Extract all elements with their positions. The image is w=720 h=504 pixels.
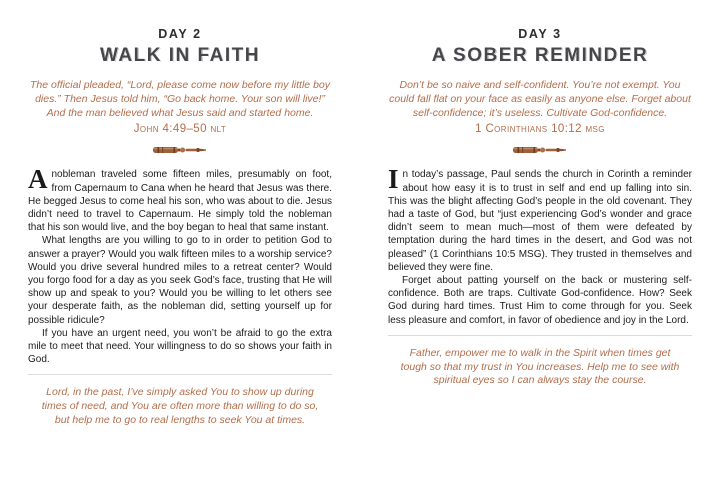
page-day-3: [360, 0, 720, 504]
wooden-tool-divider-icon: [388, 144, 692, 156]
devotional-body: [388, 164, 692, 326]
prayer-text: Lord, in the past, I’ve simply asked You to show up during times of need, and You are often more than willing to do so, but help me to go to real lengths to seek You at times.: [41, 386, 319, 427]
scripture-reference: 1 Corinthians 10:12 msg: [475, 123, 605, 136]
section-rule: [388, 335, 692, 336]
day-label: DAY 2: [158, 27, 202, 41]
dropcap-letter: I: [388, 164, 399, 195]
scripture-reference: John 4:49–50 nlt: [133, 123, 227, 136]
prayer-text: Father, empower me to walk in the Spirit when times get tough so that my trust in You increases. Help me to see with spiritual eyes so I can always stay the course.: [400, 346, 680, 387]
section-rule: [28, 374, 332, 375]
scripture-quote: The official pleaded, “Lord, please come now before my little boy dies.” Then Jesus told him, “Go back home. Your son will live!” And the man believed what Jesus said and started home.: [30, 79, 330, 119]
body-paragraph: [388, 164, 692, 274]
dropcap-letter: A: [28, 164, 48, 195]
devotional-body: [28, 164, 332, 366]
scripture-quote: Don’t be so naive and self-confident. You’re not exempt. You could fall flat on your face as easily as anyone else. Forget about self-confidence; it’s useless. Cultivate God-confidence.: [389, 79, 691, 119]
page-title: WALK IN FAITH: [100, 45, 260, 66]
body-paragraph: Forget about patting yourself on the back or mustering self-confidence. Both are traps. Cultivate God-confidence. How? Seek God during hard times. Trust Him to come through for you. Seek less pleasure and comfort, in favor of obedience and joy in the Lord.: [388, 275, 692, 326]
body-paragraph: What lengths are you willing to go to in order to petition God to answer a prayer? Would you walk fifteen miles to a worship service? Would you drive several hundred miles to a retreat center? Would you forgo food for a day as you seek God’s face, trusting that He will show up and speak to you? Would you be willing to let others see your desperate faith, as the nobleman did, setting yourself up for possible ridicule?: [28, 235, 332, 326]
body-paragraph: [28, 164, 332, 234]
paragraph-text: n today’s passage, Paul sends the church in Corinth a reminder about how easy it is to trust in self and end up falling into sin. This was the blight affecting God’s people in the old covenant. They had a taste of God, but “just experiencing God’s wonder and grace didn’t seem to mean much—most of them were defeated by temptation during the hard times in the desert, and God was not pleased” (1 Corinthians 10:5 MSG). They trusted in themselves and believed they were fine.: [388, 169, 692, 273]
page-title: A SOBER REMINDER: [431, 45, 649, 66]
day-label: DAY 3: [518, 27, 562, 41]
paragraph-text: nobleman traveled some fifteen miles, presumably on foot, from Capernaum to Cana when he heard that Jesus was there. He begged Jesus to come heal his son, who was about to die. Jesus didn’t need to travel to Capernaum. He simply told the nobleman that his son would live, and the boy began to heal that same instant.: [28, 169, 332, 234]
wooden-tool-divider-icon: [28, 144, 332, 156]
body-paragraph: If you have an urgent need, you won’t be afraid to go the extra mile to meet that need. Your willingness to do so shows your faith in God.: [28, 327, 332, 366]
